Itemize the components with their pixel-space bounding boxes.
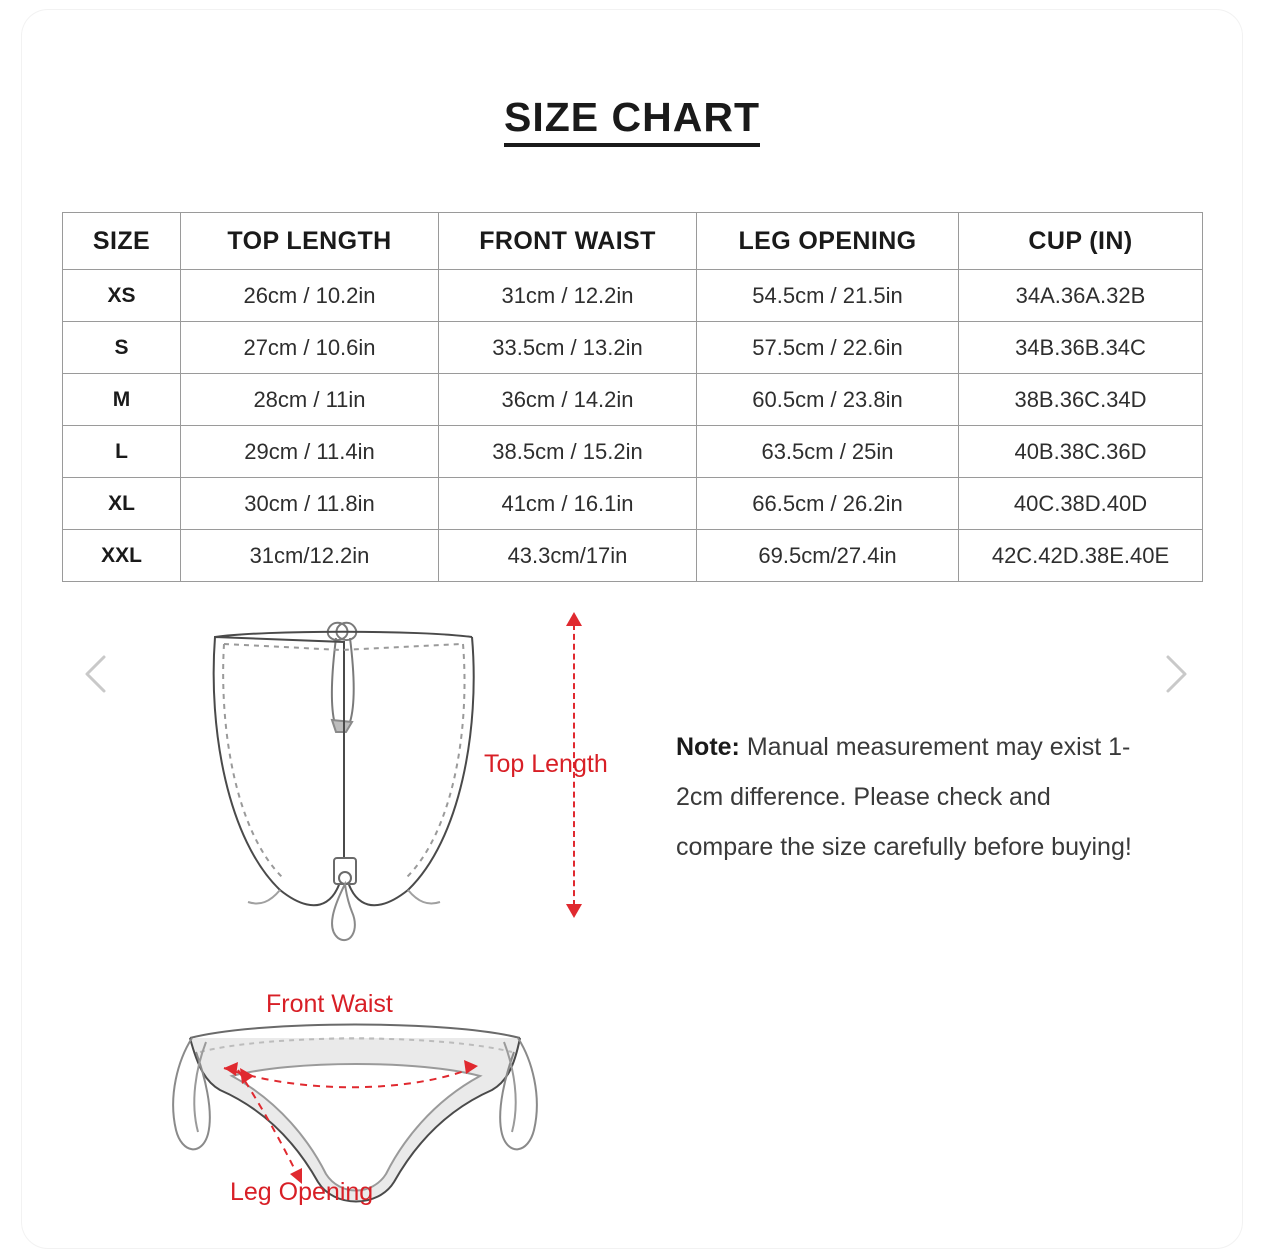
carousel-next-button[interactable] [1158, 652, 1192, 696]
cell-size: XXL [63, 530, 181, 582]
cell-top-length: 29cm / 11.4in [181, 426, 439, 478]
table-row [63, 426, 1203, 478]
cell-leg-opening: 57.5cm / 22.6in [697, 322, 959, 374]
cell-top-length: 27cm / 10.6in [181, 322, 439, 374]
cell-cup: 40C.38D.40D [959, 478, 1203, 530]
table-header-row [63, 213, 1203, 270]
column-header-leg-opening: LEG OPENING [697, 213, 959, 270]
bikini-bottom-drawing [173, 1025, 537, 1202]
page-title: SIZE CHART [504, 96, 760, 147]
cell-leg-opening: 66.5cm / 26.2in [697, 478, 959, 530]
column-header-cup: CUP (IN) [959, 213, 1203, 270]
cell-size: S [63, 322, 181, 374]
cell-cup: 38B.36C.34D [959, 374, 1203, 426]
cell-front-waist: 41cm / 16.1in [439, 478, 697, 530]
table-row [63, 270, 1203, 322]
cell-cup: 42C.42D.38E.40E [959, 530, 1203, 582]
cell-cup: 34B.36B.34C [959, 322, 1203, 374]
arrow-down-cap-icon [566, 904, 582, 918]
note-text: Manual measurement may exist 1-2cm difference. Please check and compare the size carefully before buying! [676, 733, 1132, 861]
label-front-waist: Front Waist [266, 990, 393, 1018]
cell-front-waist: 33.5cm / 13.2in [439, 322, 697, 374]
cell-front-waist: 43.3cm/17in [439, 530, 697, 582]
note-prefix: Note: [676, 733, 740, 761]
cell-leg-opening: 60.5cm / 23.8in [697, 374, 959, 426]
bikini-top-drawing [214, 623, 474, 940]
size-table [62, 212, 1203, 582]
cell-front-waist: 36cm / 14.2in [439, 374, 697, 426]
cell-leg-opening: 54.5cm / 21.5in [697, 270, 959, 322]
table-row [63, 322, 1203, 374]
cell-front-waist: 38.5cm / 15.2in [439, 426, 697, 478]
chevron-left-icon [80, 652, 114, 696]
page-title-wrap [0, 96, 1264, 147]
cell-top-length: 31cm/12.2in [181, 530, 439, 582]
cell-top-length: 28cm / 11in [181, 374, 439, 426]
chevron-right-icon [1158, 652, 1192, 696]
label-leg-opening: Leg Opening [230, 1178, 374, 1206]
table-row [63, 478, 1203, 530]
cell-size: XL [63, 478, 181, 530]
cell-cup: 40B.38C.36D [959, 426, 1203, 478]
label-top-length: Top Length [484, 750, 608, 778]
cell-size: M [63, 374, 181, 426]
cell-cup: 34A.36A.32B [959, 270, 1203, 322]
cell-top-length: 30cm / 11.8in [181, 478, 439, 530]
column-header-size: SIZE [63, 213, 181, 270]
cell-leg-opening: 63.5cm / 25in [697, 426, 959, 478]
carousel-prev-button[interactable] [80, 652, 114, 696]
cell-front-waist: 31cm / 12.2in [439, 270, 697, 322]
cell-top-length: 26cm / 10.2in [181, 270, 439, 322]
cell-leg-opening: 69.5cm/27.4in [697, 530, 959, 582]
cell-size: L [63, 426, 181, 478]
column-header-front-waist: FRONT WAIST [439, 213, 697, 270]
cell-size: XS [63, 270, 181, 322]
column-header-top-length: TOP LENGTH [181, 213, 439, 270]
measurement-note [676, 722, 1146, 872]
table-row [63, 374, 1203, 426]
table-row [63, 530, 1203, 582]
